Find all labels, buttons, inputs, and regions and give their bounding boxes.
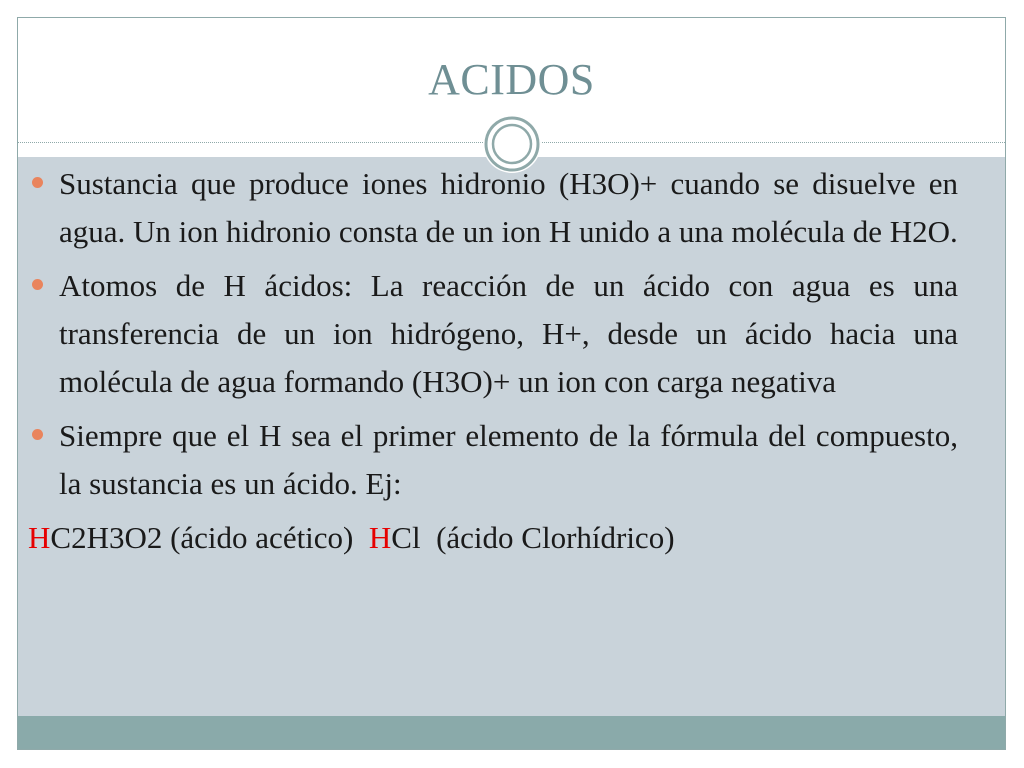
example-line [28,514,958,562]
bullet-dot-icon [32,279,43,290]
slide-title: ACIDOS [428,55,595,104]
bullet-dot-icon [32,177,43,188]
bullet-text: Atomos de H ácidos: La reacción de un ácido con agua es una transferencia de un ion hidrógeno, H+, desde un ácido hacia una molécula de agua formando (H3O)+ un ion con carga negativa [59,268,958,400]
example-acetic: C2H3O2 (ácido acético) [50,520,369,556]
bullet-item [28,412,958,508]
footer-band [18,716,1005,750]
example-hydrochloric: Cl (ácido Clorhídrico) [391,520,675,556]
bullet-dot-icon [32,429,43,440]
slide-body [28,160,958,562]
bullet-item [28,262,958,406]
bullet-text: Sustancia que produce iones hidronio (H3O)+ cuando se disuelve en agua. Un ion hidronio consta de un ion H unido a una molécula de H2O. [59,166,958,250]
highlight-h-hydrochloric: H [368,520,392,556]
bullet-text: Siempre que el H sea el primer elemento de la fórmula del compuesto, la sustancia es un ácido. Ej: [59,418,958,502]
bullet-item [28,160,958,256]
highlight-h-acetic: H [28,520,51,556]
